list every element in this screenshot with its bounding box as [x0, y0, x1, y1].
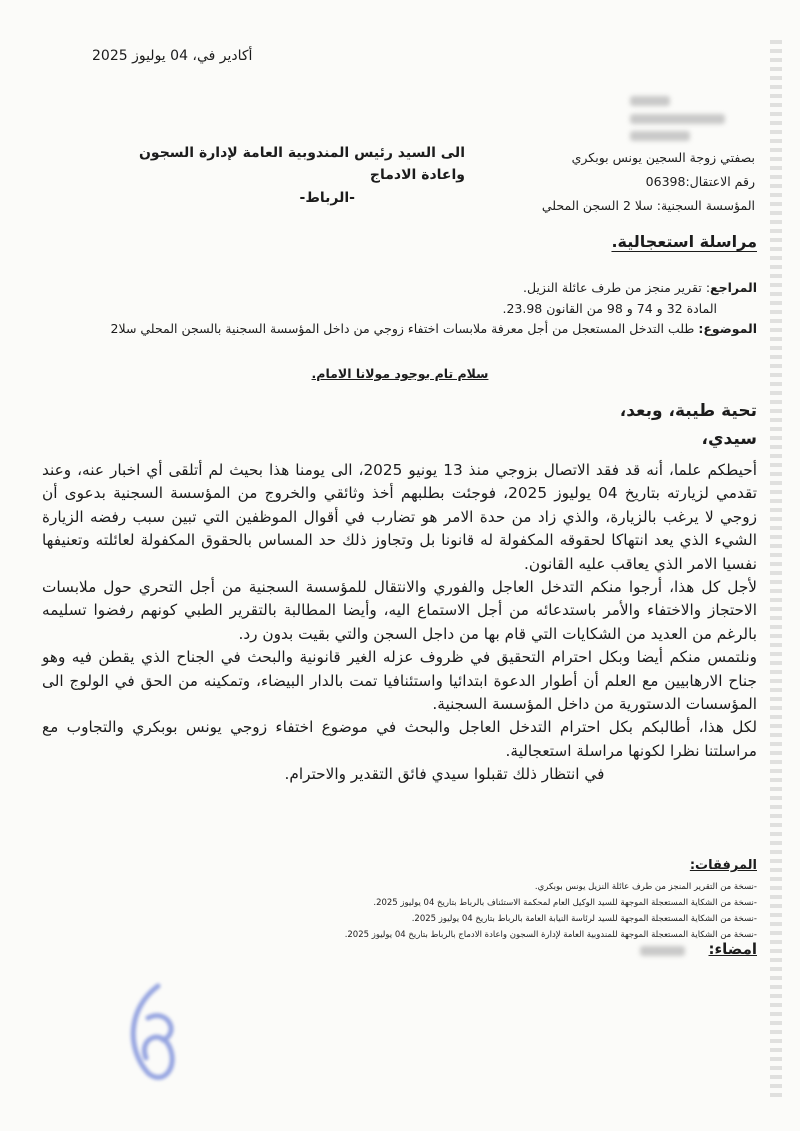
recipient-line-1: الى السيد رئيس المندوبية العامة لإدارة السجون واعادة الادماج	[138, 145, 465, 184]
greeting-line	[0, 366, 800, 381]
attachments-list	[237, 879, 757, 944]
place-date: أكادير في، 04 يوليوز 2025	[92, 48, 253, 64]
recipient-city: -الرباط-	[299, 189, 355, 206]
reference-1: : تقرير منجز من طرف عائلة النزيل.	[523, 280, 711, 295]
attachment-item: -نسخة من الشكاية المستعجلة الموجهة للسيد الوكيل العام لمحكمة الاستئناف بالرباط بتاريخ 04 يوليوز 2025.	[373, 898, 757, 909]
reference-2: المادة 32 و 74 و 98 من القانون 23.98.	[502, 300, 717, 316]
salutation-line-2: سيدي،	[701, 429, 757, 450]
sender-line-1: بصفتي زوجة السجين يونس بوبكري	[571, 150, 755, 165]
sender-line-2: رقم الاعتقال:06398	[645, 173, 755, 189]
body-paragraph-2: لأجل كل هذا، أرجوا منكم التدخل العاجل والفوري والانتقال للمؤسسة السجنية من أجل التحري حول ملابسات الاحتجاز والاختفاء والأمر باستدعائه من أجل الاستماع اليه، وأيضا المطالبة بالتقرير الطبي كونهم رفضوا تسليمه بالرغم من العديد من الشكايات التي قام بها من داجل السجن والتي بقيت بدون رد.	[42, 577, 757, 643]
attachment-item: -نسخة من التقرير المنجز من طرف عائلة النزيل يونس بوبكري.	[534, 882, 757, 892]
salutation	[620, 397, 757, 453]
letter-body	[42, 459, 757, 786]
references-block	[57, 278, 757, 340]
signature-scribble	[118, 978, 188, 1088]
body-paragraph-1: أحيطكم علما، أنه قد فقد الاتصال بزوجي منذ 13 يونيو 2025، الى يومنا هذا بحيث لم أتلقى أي اخبار عنه، وعند تقدمي لزيارته بتاريخ 04 يوليوز 2025، فوجئت بطلبهم أخذ وثائقي والخروج من المؤسسة السجنية بدعوى أن زوجي لا يرغب بالزيارة، والذي زاد من حدة الامر هو تضارب في أقوال الموظفين التي تبين سبب رفضه الزيارة الشيء الذي يعد انتهاكا لحقوقه المكفولة له قانونا بل وتجاوز ذلك حد المساس بالحقوق المكفولة لعائلته وتعنيفها نفسيا الامر الذي يعاقب عليه القانون.	[42, 461, 758, 573]
sender-block	[495, 146, 755, 217]
body-paragraph-3: ونلتمس منكم أيضا وبكل احترام التحقيق في ظروف عزله الغير قانونية والبحث في الجناح الذي يقطن فيه وهو جناح الارهابيين مع العلم أن أطوار الدعوة ابتدائيا واستئنافيا تمت بالدار البيضاء، وتمكينه من الحق في الولوج الى المؤسسات الدستورية من داخل المؤسسة السجنية.	[42, 648, 757, 713]
attachment-item: -نسخة من الشكاية المستعجلة الموجهة للمندوبية العامة لإدارة السجون واعادة الادماج بالرباط بتاريخ 04 يوليوز 2025.	[344, 930, 757, 941]
attachment-item: -نسخة من الشكاية المستعجلة الموجهة للسيد لرئاسة النيابة العامة بالرباط بتاريخ 04 يوليوز 2025.	[411, 914, 757, 925]
document-title: مراسلة استعجالية.	[611, 232, 757, 251]
recipient-block	[120, 142, 465, 209]
signature-label: امضاء:	[708, 940, 757, 958]
salutation-line-1: تحية طيبة، وبعد،	[619, 401, 757, 421]
greeting-text: سلام تام بوجود مولانا الامام.	[311, 366, 489, 381]
redacted-signer-name	[640, 946, 685, 956]
body-paragraph-4: لكل هذا، أطالبكم بكل احترام التدخل العاجل والبحث في موضوع اختفاء زوجي يونس بوبكري والتجاوب مع مراسلتنا نظرا لكونها مراسلة استعجالية.	[42, 718, 757, 760]
subject-label: الموضوع:	[698, 321, 757, 337]
subject-text: طلب التدخل المستعجل من أجل معرفة ملابسات اختفاء زوجي من داخل المؤسسة السجنية بالسجن المحلي سلا2	[110, 321, 699, 337]
closing-line: في انتظار ذلك تقبلوا سيدي فائق التقدير والاحترام.	[284, 765, 605, 784]
redacted-address	[630, 131, 690, 141]
redacted-id	[630, 114, 725, 124]
attachments-title: المرفقات:	[689, 858, 757, 873]
sender-line-3: المؤسسة السجنية: سلا 2 السجن المحلي	[541, 197, 755, 213]
redacted-name	[630, 96, 670, 106]
page-edge-marks	[770, 40, 782, 1100]
references-label: المراجع	[710, 280, 757, 295]
